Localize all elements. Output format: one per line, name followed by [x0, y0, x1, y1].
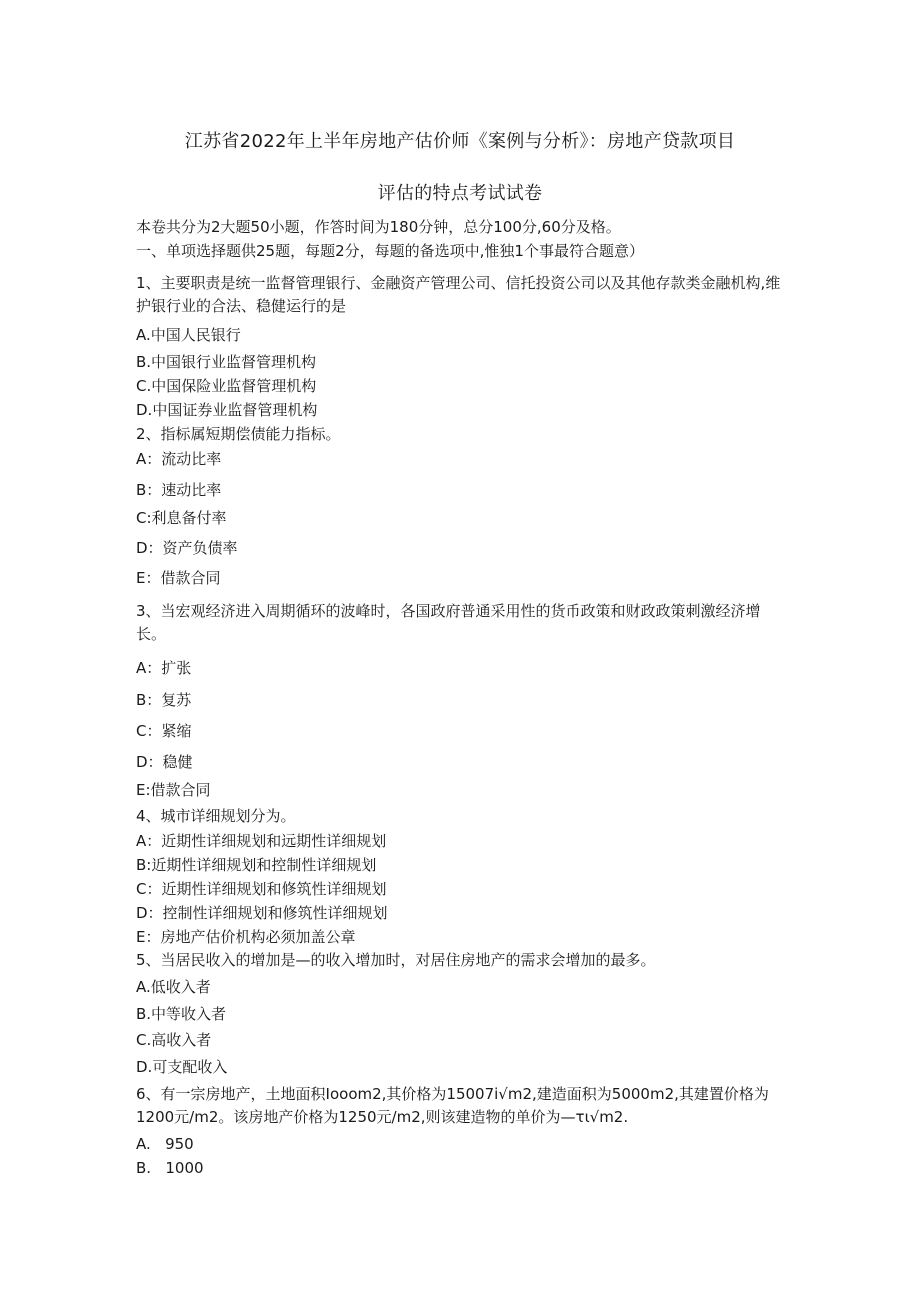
question-4-option-a: A：近期性详细规划和远期性详细规划	[136, 832, 387, 850]
question-3-option-d: D：稳健	[136, 753, 193, 771]
section-heading: 一、单项选择题供25题，每题2分，每题的备选项中,惟独1个事最符合题意）	[136, 242, 644, 260]
question-4-option-c: C：近期性详细规划和修筑性详细规划	[136, 880, 387, 898]
question-4-option-d: D：控制性详细规划和修筑性详细规划	[136, 904, 388, 922]
question-5-stem: 5、当居民收入的增加是—的收入增加时，对居住房地产的需求会增加的最多。	[136, 951, 656, 969]
exam-intro: 本卷共分为2大题50小题，作答时间为180分钟，总分100分,60分及格。	[136, 218, 621, 236]
question-3-option-a: A：扩张	[136, 659, 192, 677]
question-3-stem: 3、当宏观经济进入周期循环的波峰时，各国政府普通采用性的货币政策和财政政策刺激经济增长。	[136, 602, 761, 643]
question-1-stem: 1、主要职责是统一监督管理银行、金融资产管理公司、信托投资公司以及其他存款类金融机构,维护银行业的合法、稳健运行的是	[136, 274, 781, 315]
question-2-option-c: C:利息备付率	[136, 509, 227, 527]
question-4-option-b: B:近期性详细规划和控制性详细规划	[136, 856, 377, 874]
question-6-option-a: A. 950	[136, 1135, 194, 1153]
document-title-line1: 江苏省2022年上半年房地产估价师《案例与分析》：房地产贷款项目	[184, 131, 736, 152]
question-6-option-b: B. 1000	[136, 1159, 204, 1177]
question-3-option-b: B：复苏	[136, 691, 192, 709]
question-1-option-d: D.中国证券业监督管理机构	[136, 401, 318, 419]
question-6-stem: 6、有一宗房地产，土地面积Iooom2,其价格为15007i√m2,建造面积为5000m2,其建置价格为1200元/m2。该房地产价格为1250元/m2,则该建造物的单价为—τι√m2.	[136, 1085, 769, 1126]
question-4-option-e: E：房地产估价机构必须加盖公章	[136, 928, 356, 946]
question-5-option-c: C.高收入者	[136, 1031, 212, 1049]
question-4-stem: 4、城市详细规划分为。	[136, 807, 296, 825]
question-1-option-a: A.中国人民银行	[136, 326, 241, 344]
question-1-option-c: C.中国保险业监督管理机构	[136, 377, 317, 395]
question-2-option-a: A：流动比率	[136, 450, 222, 468]
question-3-option-e: E:借款合同	[136, 781, 211, 799]
question-2-option-b: B：速动比率	[136, 481, 222, 499]
question-5-option-d: D.可支配收入	[136, 1058, 228, 1076]
question-1-option-b: B.中国银行业监督管理机构	[136, 353, 317, 371]
document-title-line2: 评估的特点考试试卷	[377, 183, 543, 204]
question-5-option-a: A.低收入者	[136, 978, 211, 996]
question-5-option-b: B.中等收入者	[136, 1005, 227, 1023]
question-2-stem: 2、指标属短期偿债能力指标。	[136, 425, 341, 443]
question-2-option-d: D：资产负债率	[136, 539, 238, 557]
question-3-option-c: C：紧缩	[136, 722, 192, 740]
question-2-option-e: E：借款合同	[136, 569, 221, 587]
